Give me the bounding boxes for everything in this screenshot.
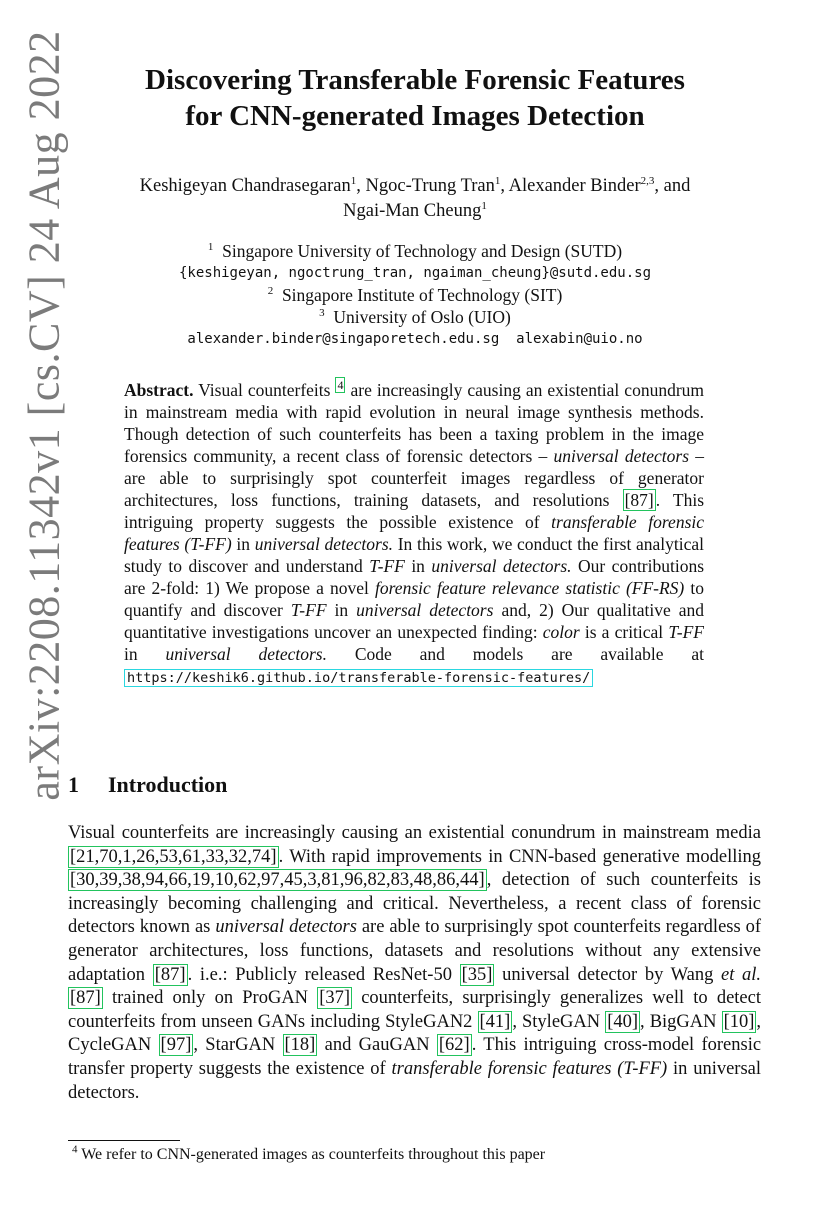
paper-title xyxy=(70,62,760,134)
email-binder-sit[interactable]: alexander.binder@singaporetech.edu.sg xyxy=(187,331,500,347)
intro-text: , StarGAN xyxy=(193,1035,276,1056)
affiliation-2: Singapore Institute of Technology (SIT) xyxy=(281,285,563,305)
footnote-link[interactable]: 4 xyxy=(337,378,344,392)
citation-link[interactable]: [30,39,38,94,66,19,10,62,97,45,3,81,96,82,83,48,86,44] xyxy=(70,870,485,891)
abstract-text: in xyxy=(411,555,425,576)
arxiv-stamp-text: arXiv:2208.11342v1 [cs.CV] 24 Aug 2022 xyxy=(19,29,69,801)
author-affil-mark: 1 xyxy=(494,174,501,187)
abstract-text: and, 2) Our qualitative and quantitative investigations uncover an unexpected finding: xyxy=(124,599,704,642)
abstract-text: Our contributions are 2-fold: 1) We propose a novel xyxy=(124,555,705,598)
citation-link[interactable]: [18] xyxy=(284,1035,316,1056)
affil-mark: 2 xyxy=(267,285,274,298)
footnote xyxy=(72,1143,546,1164)
intro-text: Visual counterfeits are increasingly causing an existential conundrum in mainstream media xyxy=(68,823,761,843)
citation-link[interactable]: [40] xyxy=(607,1011,639,1032)
citation-link[interactable]: [21,70,1,26,53,61,33,32,74] xyxy=(70,846,277,867)
abstract-text: to quantify and discover xyxy=(124,577,705,620)
intro-emphasis: et al. xyxy=(721,964,762,985)
title-line-1: Discovering Transferable Forensic Features xyxy=(145,64,685,96)
citation-link[interactable]: [87] xyxy=(154,964,186,985)
citation-link[interactable]: [97] xyxy=(160,1035,192,1056)
intro-text: trained only on ProGAN xyxy=(112,988,309,1009)
intro-text: , StyleGAN xyxy=(512,1011,601,1032)
author-affil-mark: 1 xyxy=(481,199,487,212)
author-name: Keshigeyan Chandrasegaran xyxy=(139,176,351,196)
abstract-emphasis: universal detectors. xyxy=(431,555,572,576)
abstract-text: Visual counterfeits xyxy=(198,379,331,400)
abstract-text: are increasingly causing an existential conundrum in mainstream media with rapid evolution in neural image synthesis methods. Though detection of such counterfeits has been a taxing problem in the image forensics community, a recent class of forensic detectors – xyxy=(124,379,705,466)
author-name: Alexander Binder xyxy=(508,176,641,196)
section-title: Introduction xyxy=(108,772,228,797)
abstract-text: in xyxy=(124,643,138,664)
footnote-rule xyxy=(68,1140,180,1141)
author-name: Ngoc-Trung Tran xyxy=(365,176,495,196)
abstract-emphasis: universal detectors xyxy=(553,445,690,466)
author-and: and xyxy=(663,176,691,196)
abstract-emphasis: T-FF xyxy=(290,599,327,620)
title-line-2: for CNN-generated Images Detection xyxy=(185,100,645,132)
arxiv-stamp xyxy=(19,29,69,801)
abstract-text: In this work, we conduct the first analytical study to discover and understand xyxy=(124,533,705,576)
affil-mark: 3 xyxy=(319,307,325,320)
citation-link[interactable]: [41] xyxy=(479,1011,511,1032)
abstract xyxy=(124,374,704,689)
introduction-paragraph xyxy=(68,822,761,1105)
intro-emphasis: universal detectors xyxy=(215,917,357,938)
citation-link[interactable]: [35] xyxy=(461,964,493,985)
abstract-emphasis: transferable forensic features (T-FF) xyxy=(124,511,705,554)
intro-text: in universal detectors. xyxy=(68,1058,762,1103)
abstract-text: Code and models are available at xyxy=(354,643,705,664)
abstract-emphasis: universal detectors xyxy=(356,599,494,620)
intro-text: and GauGAN xyxy=(324,1035,430,1056)
abstract-emphasis: forensic feature relevance statistic (FF-RS) xyxy=(375,577,685,598)
author-list: Keshigeyan Chandrasegaran$^1$, Ngoc-Trung Tran$^1$, Alexander Binder$^{2,3}$, and Ngai-Man Cheung$^1$ xyxy=(139,174,691,221)
intro-text: , BigGAN xyxy=(640,1011,717,1032)
intro-text: . This intriguing cross-model forensic transfer property suggests the existence of xyxy=(68,1035,762,1079)
intro-emphasis: transferable forensic features (T-FF) xyxy=(391,1058,668,1079)
author-name: Ngai-Man Cheung xyxy=(343,201,482,221)
affiliation-3: University of Oslo (UIO) xyxy=(333,307,511,327)
abstract-emphasis: universal detectors. xyxy=(165,643,327,664)
email-line-1[interactable]: {keshigeyan, ngoctrung_tran, ngaiman_cheung}@sutd.edu.sg xyxy=(178,265,651,281)
citation-link[interactable]: [87] xyxy=(70,988,101,1009)
footnote-text: We refer to CNN-generated images as counterfeits throughout this paper xyxy=(81,1146,546,1163)
abstract-text: – are able to surprisingly spot counterfeit images regardless of generator architectures, loss functions, training datasets, and resolutions xyxy=(124,445,705,510)
abstract-text: in xyxy=(334,599,349,620)
email-binder-uio[interactable]: alexabin@uio.no xyxy=(516,331,643,347)
affiliations xyxy=(70,240,760,350)
citation-link[interactable]: [87] xyxy=(624,489,654,510)
section-heading xyxy=(68,772,227,798)
abstract-emphasis: universal detectors. xyxy=(254,533,394,554)
affiliation-1: Singapore University of Technology and Design (SUTD) xyxy=(222,241,623,261)
abstract-emphasis: color xyxy=(542,621,580,642)
abstract-emphasis: T-FF xyxy=(369,555,405,576)
code-url-link[interactable]: https://keshik6.github.io/transferable-forensic-features/ xyxy=(124,669,593,687)
abstract-text: in xyxy=(236,533,251,554)
intro-text: are able to surprisingly spot counterfeits regardless of generator architectures, loss functions, datasets and resolutions without any extensive adaptation xyxy=(68,917,762,985)
abstract-emphasis: T-FF xyxy=(668,621,704,642)
footnote-mark: 4 xyxy=(72,1143,78,1156)
author-affil-mark: 1 xyxy=(350,174,357,187)
citation-link[interactable]: [37] xyxy=(319,988,351,1009)
intro-text: universal detector by Wang xyxy=(502,964,714,985)
intro-text: . i.e.: Publicly released ResNet-50 xyxy=(187,964,452,985)
citation-link[interactable]: [10] xyxy=(723,1011,755,1032)
intro-text: counterfeits, surprisingly generalizes well to detect counterfeits from unseen GANs including StyleGAN2 xyxy=(68,988,761,1032)
citation-link[interactable]: [62] xyxy=(438,1035,470,1056)
section-number: 1 xyxy=(68,772,79,797)
abstract-text: is a critical xyxy=(584,621,664,642)
affil-mark: 1 xyxy=(207,241,214,254)
intro-text: , CycleGAN xyxy=(68,1011,762,1056)
author-affil-mark: 2,3 xyxy=(640,174,655,187)
intro-text: , detection of such counterfeits is increasingly becoming challenging and critical. Nevertheless, a recent class of forensic detectors known as xyxy=(68,870,761,938)
intro-text: . With rapid improvements in CNN-based generative modelling xyxy=(278,846,761,867)
abstract-text: . This intriguing property suggests the possible existence of xyxy=(124,489,705,532)
abstract-label: Abstract. xyxy=(124,379,194,400)
